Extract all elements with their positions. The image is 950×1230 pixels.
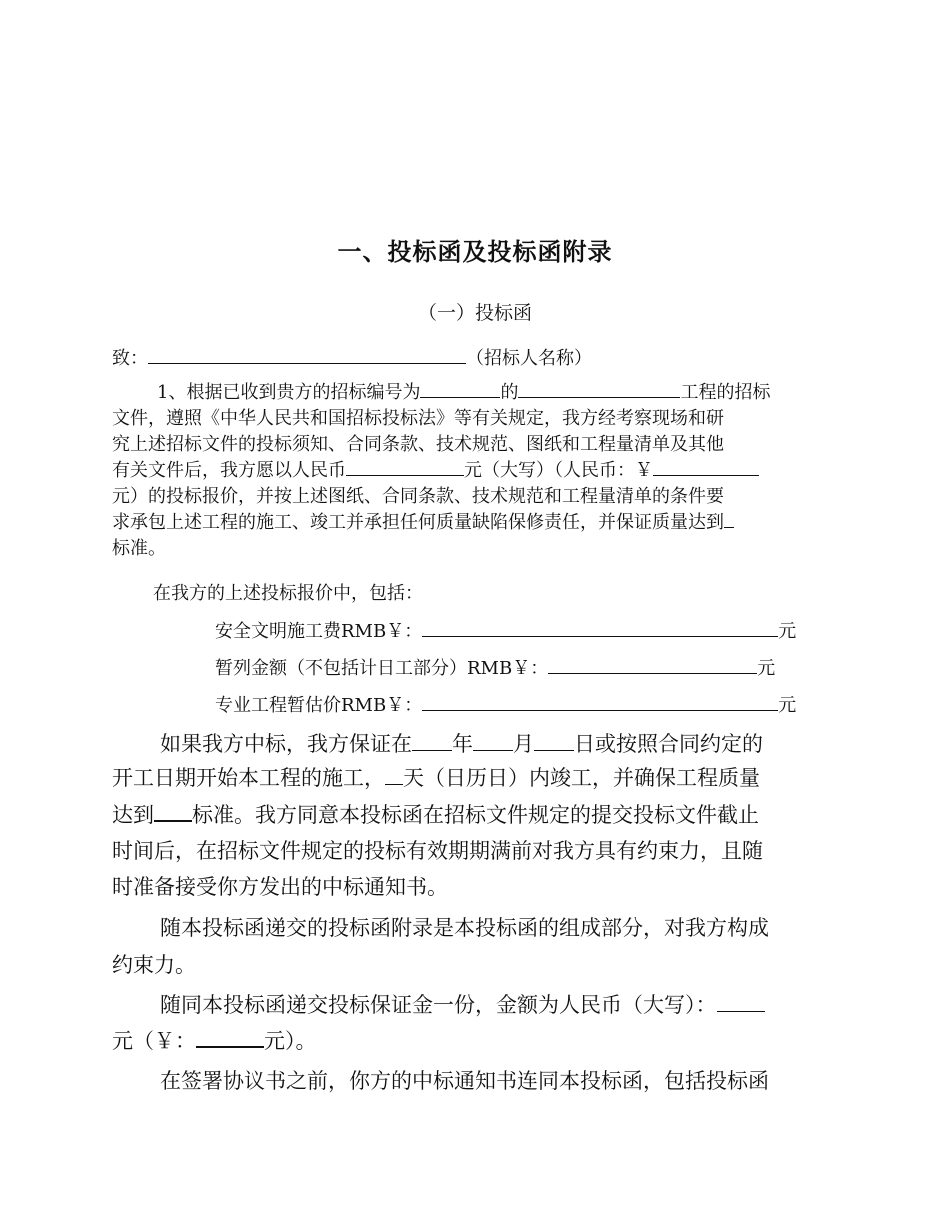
- fee-amount-blank[interactable]: [548, 657, 757, 674]
- para3-line4: 时间后，在招标文件规定的投标有效期期满前对我方具有约束力，且随: [112, 839, 763, 863]
- bid-amount-blank[interactable]: [346, 459, 464, 476]
- para2: 在我方的上述投标报价中，包括：: [153, 583, 423, 604]
- addressee-prefix: 致：: [112, 348, 148, 369]
- fee-label: 安全文明施工费RMB￥：: [215, 621, 423, 642]
- fee-row-provisional: [215, 656, 775, 682]
- project-name-blank[interactable]: [518, 381, 680, 398]
- section-subtitle: （一）投标函: [417, 302, 532, 324]
- para1-line3: 究上述招标文件的投标须知、合同条款、技术规范、图纸和工程量清单及其他: [112, 434, 724, 455]
- para4-line2: 约束力。: [112, 953, 196, 977]
- addressee-suffix: （招标人名称）: [466, 348, 592, 369]
- para1-line6: 求承包上述工程的施工、竣工并承担任何质量缺陷保修责任，并保证质量达到: [112, 510, 734, 536]
- para5-line2: 元（￥： 元）。: [112, 1029, 317, 1053]
- quality-level-blank[interactable]: [154, 804, 192, 822]
- fee-unit: 元: [757, 658, 776, 679]
- fee-label: 暂列金额（不包括计日工部分）RMB￥：: [215, 658, 549, 679]
- tender-number-blank[interactable]: [420, 381, 500, 398]
- para4-line1: 随本投标函递交的投标函附录是本投标函的组成部分，对我方构成: [160, 916, 769, 940]
- fee-label: 专业工程暂估价RMB￥：: [215, 695, 423, 716]
- fee-row-specialist: [215, 693, 796, 719]
- fee-row-safety: [215, 619, 796, 645]
- para1-line4: 有关文件后，我方愿以人民币 元（大写）（人民币：￥: [112, 458, 759, 484]
- para3-line5: 时准备接受你方发出的中标通知书。: [112, 875, 448, 899]
- addressee-line: [112, 346, 592, 372]
- deposit-amount-figures-blank[interactable]: [196, 1030, 264, 1048]
- start-month-blank[interactable]: [473, 734, 513, 751]
- para1-line7: 标准。: [112, 538, 166, 559]
- quality-standard-blank[interactable]: [724, 511, 734, 528]
- fee-amount-blank[interactable]: [422, 620, 778, 637]
- bid-amount-figures-blank[interactable]: [653, 459, 759, 476]
- recipient-name-blank[interactable]: [148, 347, 466, 364]
- start-year-blank[interactable]: [412, 734, 452, 751]
- fee-amount-blank[interactable]: [422, 694, 778, 711]
- deposit-amount-words-blank[interactable]: [717, 995, 765, 1012]
- para1-line5: 元）的投标报价，并按上述图纸、合同条款、技术规范和工程量清单的条件要: [112, 486, 724, 507]
- para3-line2: 开工日期开始本工程的施工， 天（日历日）内竣工，并确保工程质量: [112, 766, 760, 790]
- fee-unit: 元: [778, 621, 797, 642]
- para5-line1: 随同本投标函递交投标保证金一份，金额为人民币（大写）：: [160, 988, 765, 1022]
- para3-line1: 如果我方中标，我方保证在 年 月 日或按照合同约定的: [160, 732, 763, 756]
- para6-line1: 在签署协议书之前，你方的中标通知书连同本投标函，包括投标函: [160, 1069, 769, 1093]
- fee-unit: 元: [778, 695, 797, 716]
- duration-days-blank[interactable]: [385, 768, 403, 785]
- para3-line3: 达到 标准。我方同意本投标函在招标文件规定的提交投标文件截止: [112, 803, 759, 827]
- start-day-blank[interactable]: [534, 734, 574, 751]
- para1-line1: 1、根据已收到贵方的招标编号为 的 工程的招标: [157, 382, 771, 403]
- para1-line2: 文件，遵照《中华人民共和国招标投标法》等有关规定，我方经考察现场和研: [112, 408, 724, 429]
- document-title: 一、投标函及投标函附录: [337, 238, 613, 266]
